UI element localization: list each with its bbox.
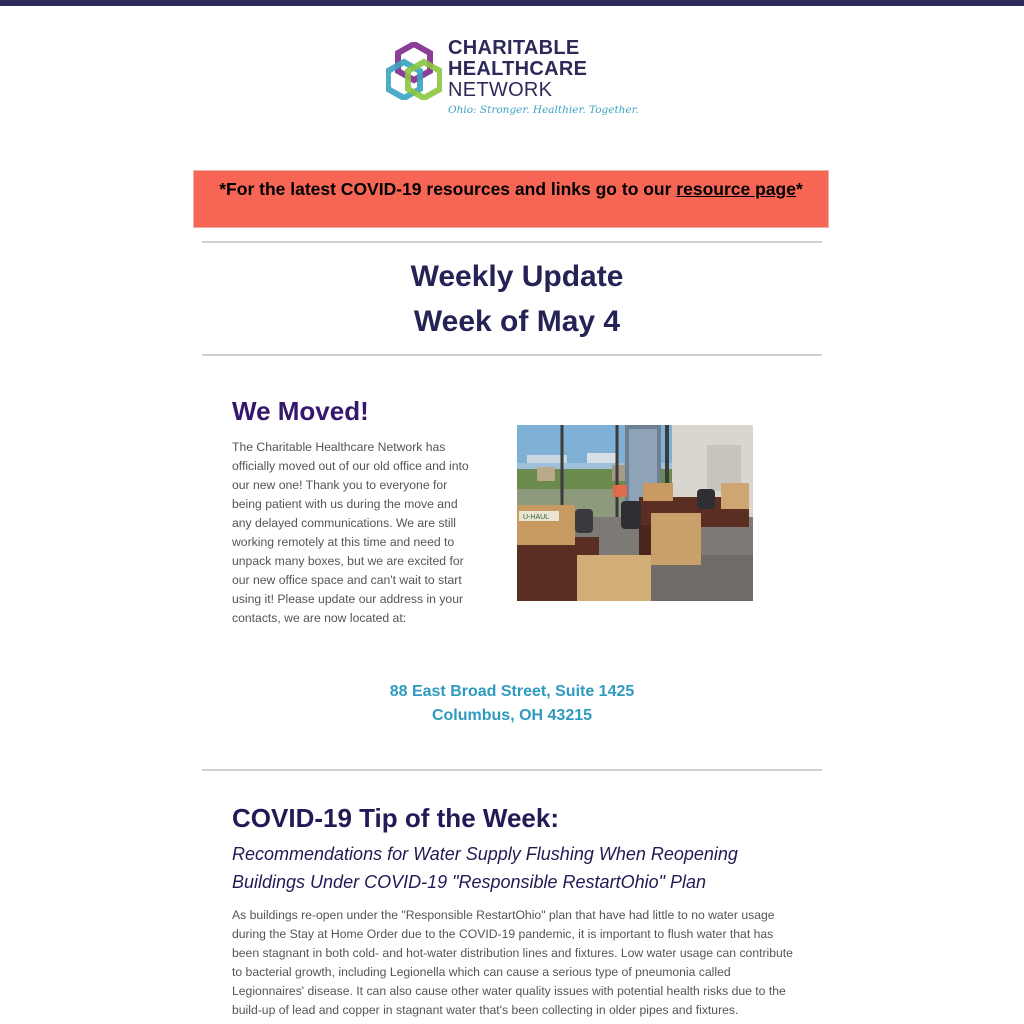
organization-logo[interactable] [386, 37, 639, 122]
logo-wordmark [448, 38, 587, 101]
weekly-update-date: Week of May 4 [413, 305, 621, 338]
address-line-2: Columbus, OH 43215 [431, 707, 593, 724]
covid-tip-body: As buildings re-open under the "Responsible RestartOhio" plan that have had little to no water usage during the Stay at Home Order due to the COVID-19 pandemic, it is important to flush water that has been stagnant in both cold- and hot-water distribution lines and fixtures. Low water usage can contribute to bacterial growth, including Legionella which can cause a serious type of pneumonia called Legionnaires' disease. It can also cause other water quality issues with potential health risks due to the build-up of lead and copper in stagnant water that's been collecting in older pipes and fixtures. [232, 908, 793, 1017]
banner-text-after: * [795, 179, 803, 199]
weekly-update-title: Weekly Update [410, 260, 624, 293]
weekly-update-heading [202, 254, 832, 344]
logo-line-1: CHARITABLE [448, 37, 580, 59]
we-moved-heading: We Moved! [232, 396, 369, 426]
new-office-address [202, 680, 822, 728]
covid-tip-subtitle: Recommendations for Water Supply Flushing When Reopening Buildings Under COVID-19 "Responsible RestartOhio" Plan [232, 844, 738, 892]
divider [202, 769, 822, 771]
resource-page-link[interactable]: resource page [676, 179, 796, 199]
box-label: U-HAUL [523, 514, 550, 521]
top-accent-bar [0, 0, 1024, 6]
we-moved-body: The Charitable Healthcare Network has officially moved out of our old office and into our new one! Thank you to everyone for being patient with us during the move and any delayed communications. We are still working remotely at this time and need to unpack many boxes, but we are excited for our new office space and can't wait to start using it! Please update our address in your contacts, we are now located at: [232, 440, 469, 625]
covid-tip-heading: COVID-19 Tip of the Week: [232, 803, 559, 833]
logo-line-3: NETWORK [448, 79, 553, 101]
divider [202, 241, 822, 243]
address-line-1: 88 East Broad Street, Suite 1425 [389, 683, 635, 700]
banner-text [194, 179, 828, 200]
logo-tagline: Ohio: Stronger. Healthier. Together. [448, 104, 639, 116]
banner-text-before: *For the latest COVID-19 resources and links go to our [219, 179, 677, 199]
divider [202, 354, 822, 356]
logo-line-2: HEALTHCARE [448, 58, 588, 80]
hexagon-logo-icon [386, 42, 442, 100]
new-office-photo [517, 425, 753, 601]
covid-resource-banner [193, 170, 829, 228]
